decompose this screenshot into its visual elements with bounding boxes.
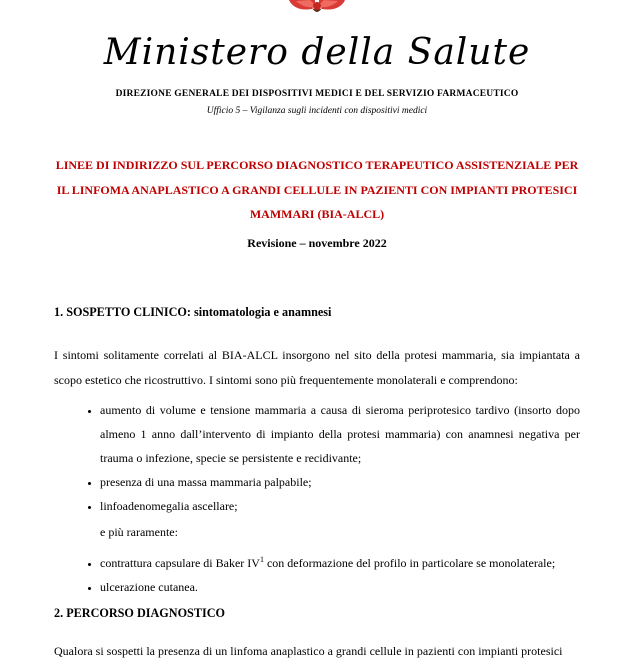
office-line: Ufficio 5 – Vigilanza sugli incidenti con dispositivi medici [206, 106, 428, 116]
ministry-name: Ministero della Salute [103, 32, 531, 73]
list-item [100, 398, 580, 470]
title-line-2: IL LINFOMA ANAPLASTICO A GRANDI CELLULE IN PAZIENTI CON IMPIANTI PROTESICI [56, 182, 578, 197]
section-1-intro: I sintomi solitamente correlati al BIA-ALCL insorgono nel sito della protesi mammaria, sia impiantata a scopo estetico che ricostruttivo. I sintomi sono più frequentemente monolaterali e comprendono: [54, 347, 580, 387]
rare-symptoms-list [54, 551, 580, 599]
list-item-text: presenza di una massa mammaria palpabile; [100, 474, 312, 489]
list-item [100, 551, 580, 575]
list-item-text: ulcerazione cutanea. [100, 579, 198, 594]
list-item [100, 470, 580, 494]
footnote-ref: 1 [259, 554, 264, 564]
list-item-text: contrattura capsulare di Baker IV [100, 555, 260, 570]
title-line-3: MAMMARI (BIA-ALCL) [249, 207, 385, 221]
list-item-text: con deformazione del profilo in particolare se monolaterale; [263, 555, 556, 570]
revision-line: Revisione – novembre 2022 [247, 235, 387, 250]
title-line-1: LINEE DI INDIRIZZO SUL PERCORSO DIAGNOSTICO TERAPEUTICO ASSISTENZIALE PER [55, 158, 579, 172]
directorate-line: DIREZIONE GENERALE DEI DISPOSITIVI MEDICI E DEL SERVIZIO FARMACEUTICO [115, 89, 519, 99]
document-title [54, 153, 580, 227]
list-item-text: aumento di volume e tensione mammaria a causa di sieroma periprotesico tardivo (insorto dopo almeno 1 anno dall’intervento di impianto della protesi mammaria) con anamnesi negativa per trauma o infezione, specie se persistente e recidivante; [100, 402, 580, 465]
list-item [100, 575, 580, 599]
section-2-heading: 2. PERCORSO DIAGNOSTICO [54, 605, 225, 620]
symptoms-list [54, 398, 580, 518]
ministry-emblem-icon [288, 0, 346, 13]
section-1-heading: 1. SOSPETTO CLINICO: sintomatologia e anamnesi [54, 304, 332, 319]
header-logo [54, 0, 580, 13]
list-item-text: linfoadenomegalia ascellare; [100, 498, 238, 513]
list-item [100, 494, 580, 518]
rarely-label: e più raramente: [100, 524, 178, 539]
clipped-paragraph: Qualora si sospetti la presenza di un linfoma anaplastico a grandi cellule in pazienti con impianti protesici [54, 643, 563, 658]
